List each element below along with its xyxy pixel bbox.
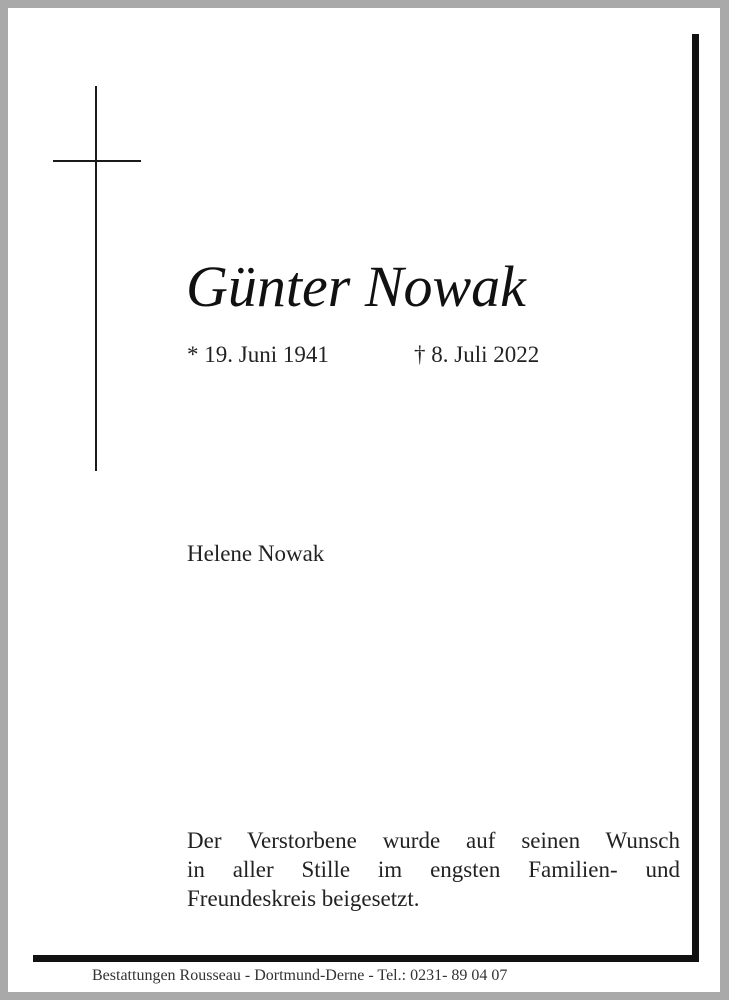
cross-vertical-bar — [95, 86, 97, 471]
death-date: † 8. Juli 2022 — [414, 342, 540, 367]
cross-horizontal-bar — [53, 160, 141, 162]
notice-line: Freundeskreis beigesetzt. — [187, 886, 420, 911]
card-shadow-bottom — [33, 955, 699, 962]
mourner-name: Helene Nowak — [187, 541, 325, 566]
card-shadow-right — [692, 34, 699, 962]
birth-date: * 19. Juni 1941 — [187, 342, 329, 367]
burial-notice — [187, 826, 680, 913]
deceased-name: Günter Nowak — [186, 254, 526, 319]
notice-line: in aller Stille im engsten Familien- und — [187, 857, 680, 882]
funeral-home-footer: Bestattungen Rousseau - Dortmund-Derne - Tel.: 0231- 89 04 07 — [92, 967, 508, 984]
notice-line: Der Verstorbene wurde auf seinen Wunsch — [187, 828, 680, 853]
